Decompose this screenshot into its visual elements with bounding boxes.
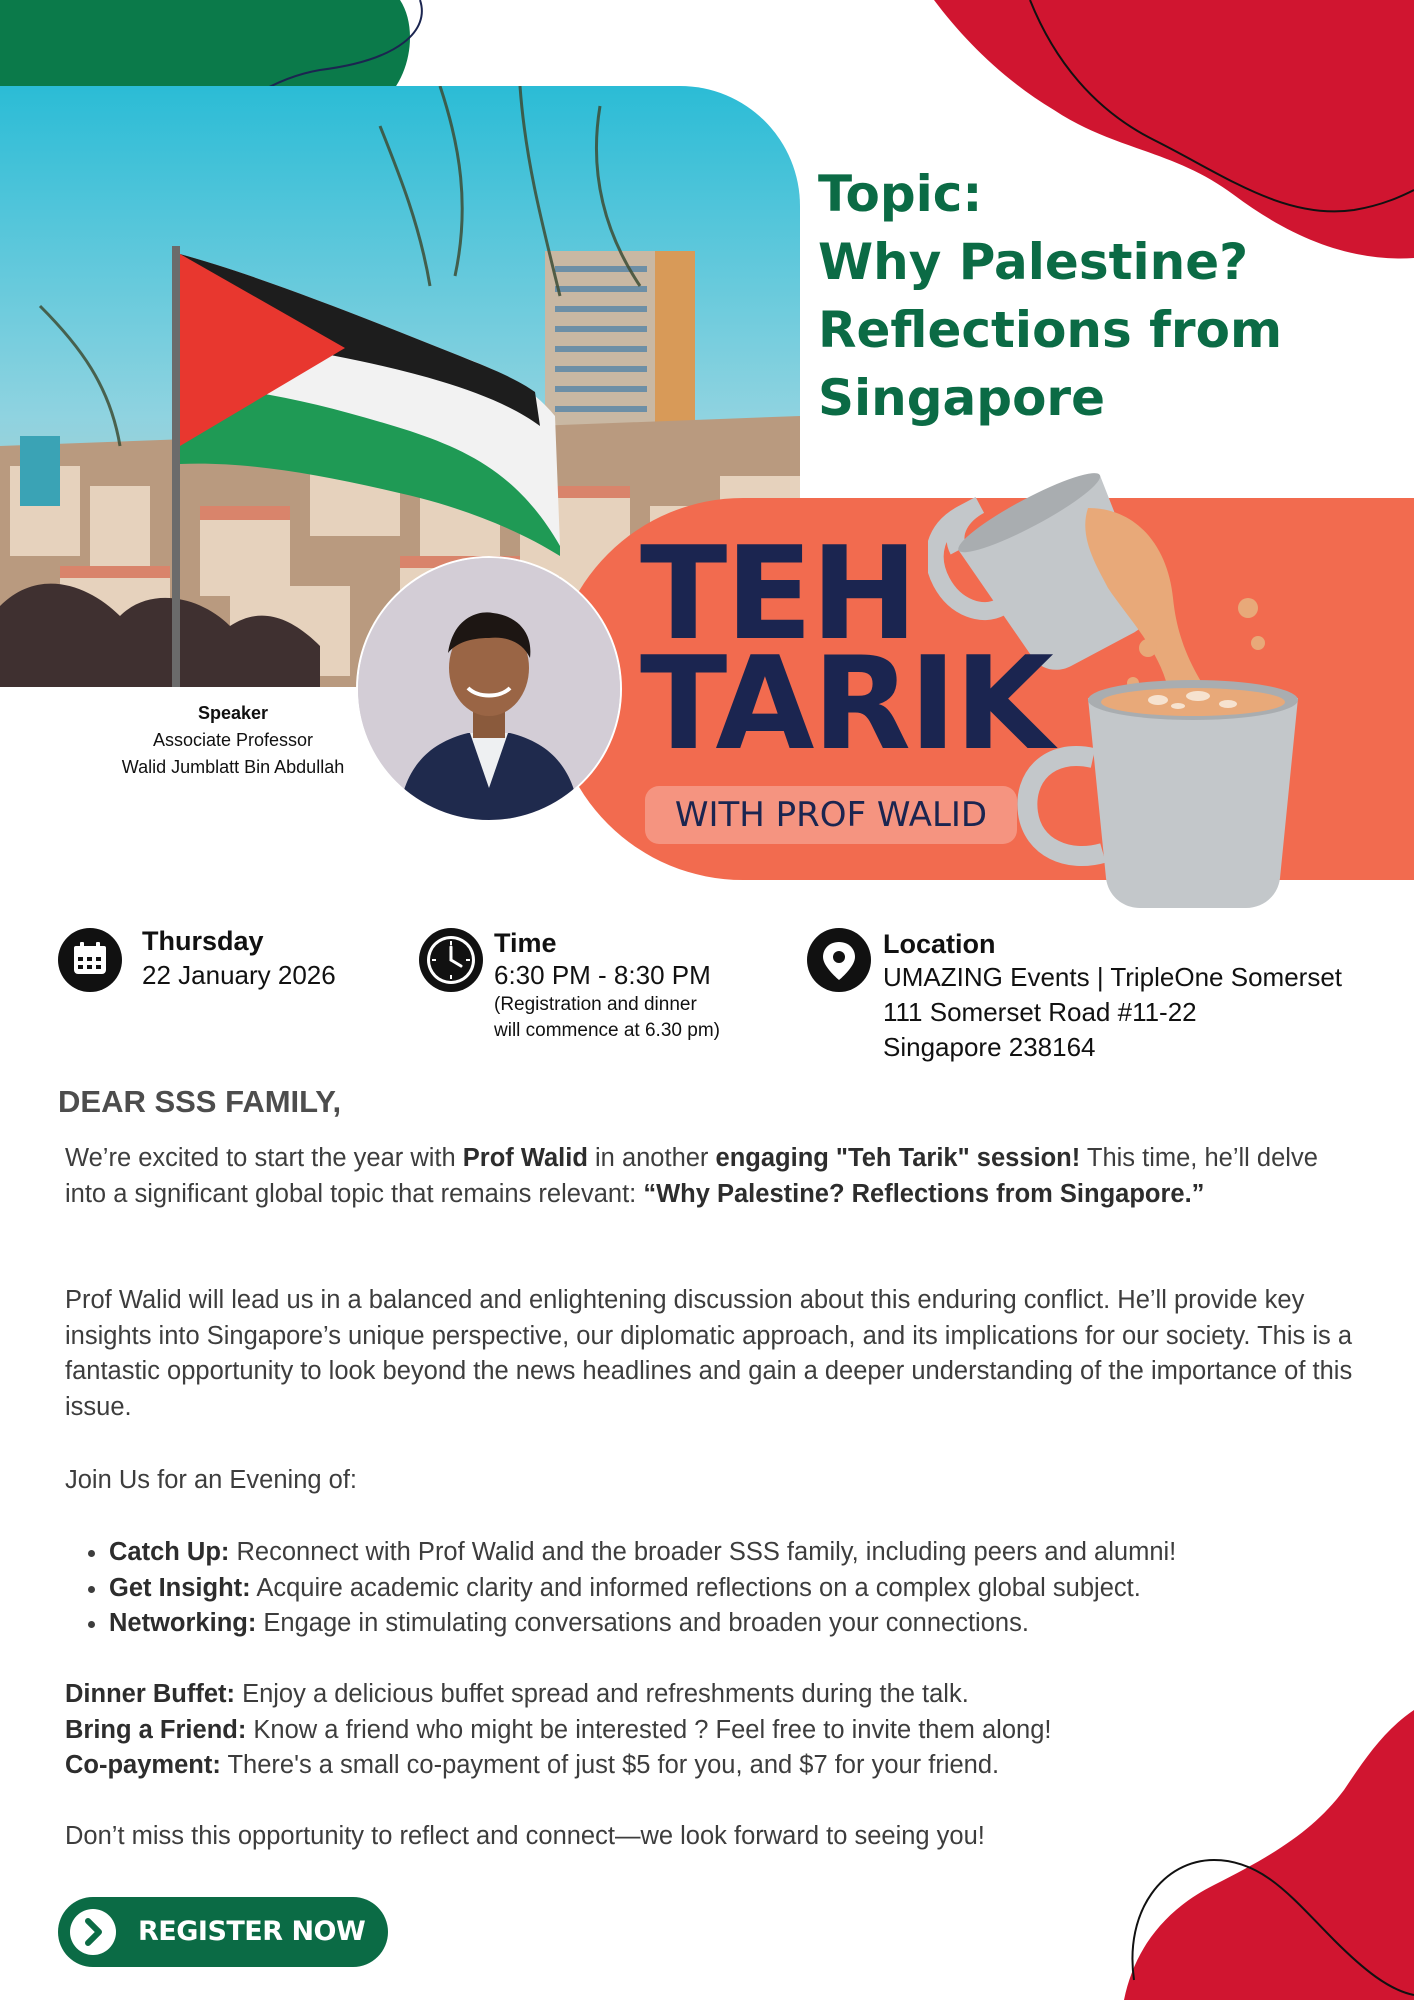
with-prof-walid-badge: WITH PROF WALID <box>645 786 1017 844</box>
location-line-2: 111 Somerset Road #11-22 <box>883 997 1197 1027</box>
clock-icon <box>419 928 483 992</box>
speaker-avatar <box>356 556 622 822</box>
bullet-label: Get Insight: <box>109 1573 251 1602</box>
detail-bring-a-friend <box>65 1713 1355 1749</box>
time-note-line-2: will commence at 6.30 pm) <box>494 1020 720 1041</box>
intro-bold-topic: “Why Palestine? Reflections from Singapore.” <box>643 1179 1205 1208</box>
description-paragraph: Prof Walid will lead us in a balanced and enlightening discussion about this enduring conflict. He’ll provide key insights into Singapore’s unique perspective, our diplomatic approach, and its implications for our society. This is a fantastic opportunity to look beyond the news headlines and gain a deeper understanding of the importance of this issue. <box>65 1286 1353 1421</box>
speaker-role: Associate Professor <box>152 730 314 750</box>
topic-heading <box>818 160 1378 432</box>
bullet-text: Acquire academic clarity and informed reflections on a complex global subject. <box>250 1573 1141 1602</box>
join-us-line: Join Us for an Evening of: <box>65 1466 357 1494</box>
detail-label: Bring a Friend: <box>65 1715 247 1744</box>
bullet-label: Networking: <box>109 1609 257 1637</box>
list-item <box>109 1606 1409 1642</box>
intro-bold-session: engaging "Teh Tarik" session! <box>715 1144 1081 1172</box>
detail-dinner-buffet <box>65 1677 1355 1713</box>
teh-tarik-line-2: TARIK <box>640 630 1052 779</box>
list-item <box>109 1535 1409 1571</box>
bullet-text: Reconnect with Prof Walid and the broader SSS family, including peers and alumni! <box>229 1538 1177 1566</box>
detail-text: There's a small co-payment of just $5 for you, and $7 for your friend. <box>220 1751 1000 1779</box>
detail-co-payment <box>65 1748 1355 1784</box>
speaker-label: Speaker <box>197 703 269 723</box>
detail-label: Co-payment: <box>65 1751 221 1779</box>
location-pin-icon <box>807 928 871 992</box>
event-date: 22 January 2026 <box>142 960 336 990</box>
teh-tarik-line-1: TEH <box>640 520 916 669</box>
intro-text-2: in another <box>587 1144 716 1172</box>
speaker-name: Walid Jumblatt Bin Abdullah <box>121 757 345 777</box>
detail-text: Know a friend who might be interested ? Feel free to invite them along! <box>246 1715 1052 1744</box>
location-line-3: Singapore 238164 <box>883 1032 1096 1062</box>
topic-line-1: Topic: <box>818 165 983 223</box>
location-label: Location <box>883 929 996 959</box>
event-details <box>65 1677 1355 1784</box>
evening-highlights-list <box>65 1535 1409 1642</box>
greeting-heading: DEAR SSS FAMILY, <box>58 1084 342 1119</box>
register-now-button[interactable] <box>58 1897 388 1967</box>
time-label: Time <box>494 928 557 958</box>
detail-text: Enjoy a delicious buffet spread and refreshments during the talk. <box>234 1680 969 1708</box>
register-now-label: REGISTER NOW <box>138 1916 366 1947</box>
list-item <box>109 1571 1409 1607</box>
event-time: 6:30 PM - 8:30 PM <box>494 960 711 990</box>
intro-bold-prof-walid: Prof Walid <box>462 1144 588 1172</box>
location-line-1: UMAZING Events | TripleOne Somerset <box>883 962 1342 992</box>
speaker-caption <box>60 700 406 781</box>
bullet-label: Catch Up: <box>109 1538 230 1566</box>
chevron-right-icon <box>70 1909 116 1955</box>
time-note-line-1: (Registration and dinner <box>494 994 697 1015</box>
intro-text-1: We’re excited to start the year with <box>65 1144 463 1172</box>
event-day: Thursday <box>142 926 264 956</box>
closing-line: Don’t miss this opportunity to reflect and connect—we look forward to seeing you! <box>65 1822 985 1850</box>
topic-line-3: Reflections from <box>818 301 1283 359</box>
intro-paragraph <box>65 1141 1355 1212</box>
bullet-text: Engage in stimulating conversations and broaden your connections. <box>256 1609 1029 1637</box>
topic-line-4: Singapore <box>818 369 1105 427</box>
teh-tarik-title <box>640 520 1160 779</box>
detail-label: Dinner Buffet: <box>65 1680 235 1708</box>
calendar-icon <box>58 928 122 992</box>
topic-line-2: Why Palestine? <box>818 233 1249 291</box>
intro-text-3: This time, he’ll delve into a significant global topic that remains relevant: <box>65 1144 1318 1208</box>
